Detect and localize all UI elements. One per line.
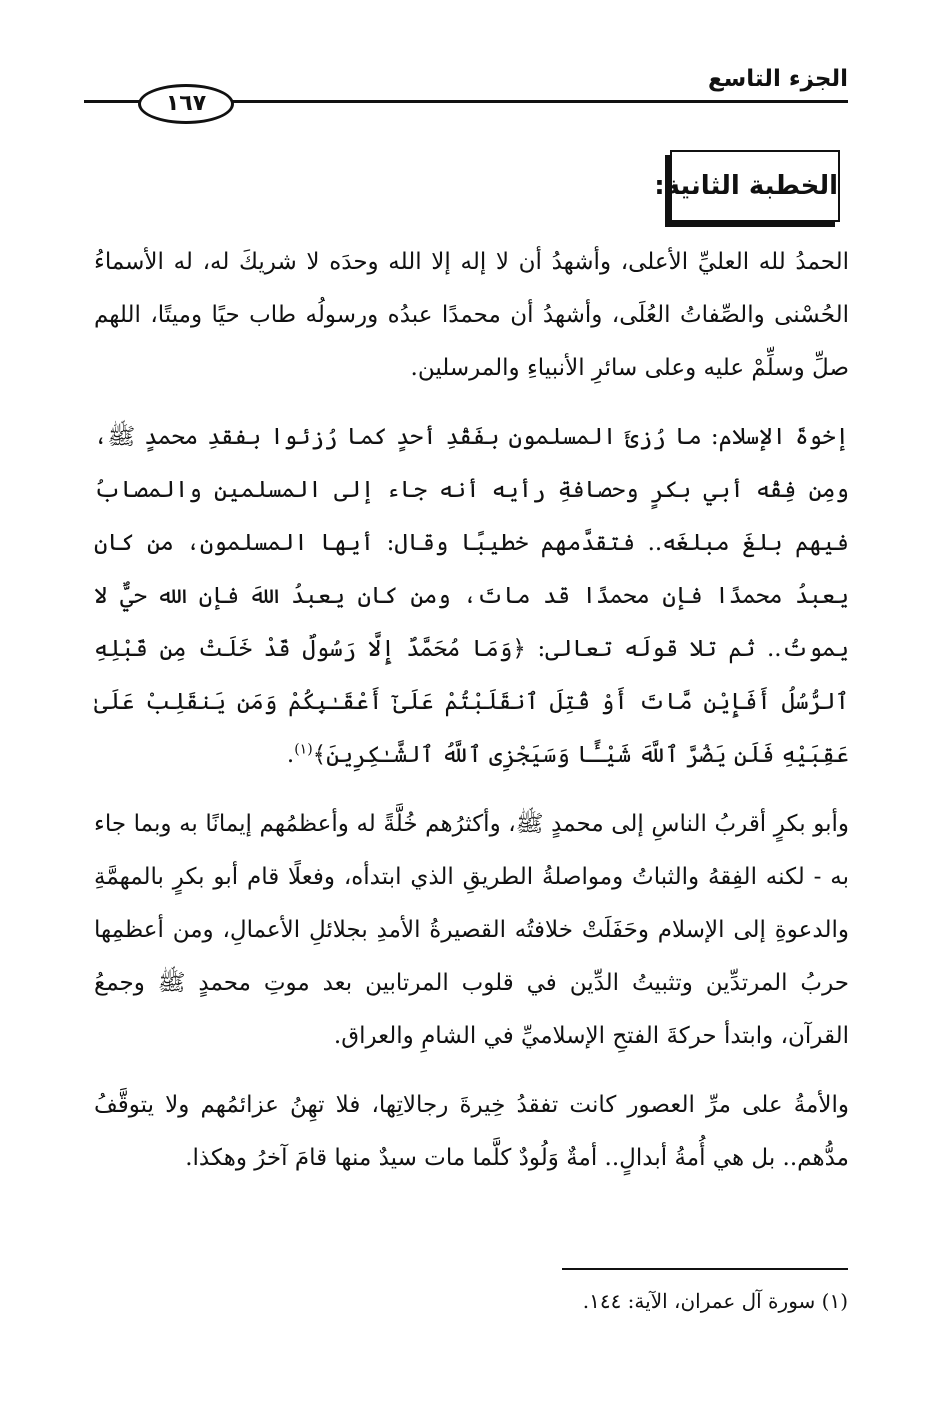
paragraph-abu-bakr-role: وأبو بكرٍ أقربُ الناسِ إلى محمدٍ ﷺ، وأكثرُهم خُلَّةً له وأعظمُهم إيمانًا به وبما جاء به - لكنه الفِقهُ والثباتُ ومواصلةُ الطريقِ الذي ابتدأه، وفعلًا قام أبو بكرٍ بالمهمَّةِ والدعوةِ إلى الإسلام وحَفَلَتْ خلافتُه القصيرةُ الأمدِ بجلائلِ الأعمالِ، ومن أعظمِها حربُ المرتدِّين وتثبيتُ الدِّين في قلوب المرتابين بعد موتِ محمدٍ ﷺ وجمعُ القرآن، وابتدأ حركةَ الفتحِ الإسلاميِّ في الشامِ والعراق. [94,811,849,1049]
section-heading: الخطبة الثانية: [670,150,840,222]
footnote: (١) سورة آل عمران، الآية: ١٤٤. [582,1289,848,1313]
body-text [94,236,849,1201]
quran-verse: ﴿وَمَا مُحَمَّدٌ إِلَّا رَسُولٌ قَدْ خَلَتْ مِن قَبْلِهِ ٱلرُّسُلُ أَفَإِيْن مَّاتَ أَوْ قُتِلَ ٱنقَلَبْتُمْ عَلَىٰٓ أَعْقَـٰبِكُمْ وَمَن يَنقَلِبْ عَلَىٰ عَقِبَيْهِ فَلَن يَضُرَّ ٱللَّهَ شَيْـًٔا وَسَيَجْزِى ٱللَّهُ ٱلشَّـٰكِرِينَ﴾ [94,636,849,768]
page-number: ١٦٧ [138,84,234,124]
running-title: الجزء التاسع [707,66,848,92]
paragraph-abu-bakr-speech-text: إخوةَ الإسلام: ما رُزئَ المسلمون بفَقْدِ أحدٍ كما رُزئوا بفقدِ محمدٍ ﷺ، ومِن فِقْه أبي بكرٍ وحصافةِ رأيه أنه جاء إلى المسلمين والمصابُ فيهم بلغَ مبلغَه.. فتقدَّمهم خطيبًا وقال: أيها المسلمون، من كان يعبدُ محمدًا فإن محمدًا قد ماتَ، ومن كان يعبدُ اللهَ فإن الله حيٌّ لا يموتُ.. ثم تلا قولَه تعالى: [94,424,849,662]
paragraph-ummah: والأمةُ على مرِّ العصور كانت تفقدُ خِيرةَ رجالاتِها، فلا تهِنُ عزائمُهم ولا يتوقَّفُ مدُّهم.. بل هي أُمةُ أبدالٍ.. أمةٌ وَلُودٌ كلَّما مات سيدٌ منها قامَ آخرُ وهكذا. [94,1092,849,1171]
paragraph-abu-bakr-speech: إخوةَ الإسلام: ما رُزئَ المسلمون بفَقْدِ أحدٍ كما رُزئوا بفقدِ محمدٍ ﷺ، ومِن فِقْه أبي بكرٍ وحصافةِ رأيه أنه جاء إلى المسلمين والمصابُ فيهم بلغَ مبلغَه.. فتقدَّمهم خطيبًا وقال: أيها المسلمون، من كان يعبدُ محمدًا فإن محمدًا قد ماتَ، ومن كان يعبدُ اللهَ فإن الله حيٌّ لا يموتُ.. ثم تلا قولَه تعالى: ﴿وَمَا مُحَمَّدٌ إِلَّا رَسُولٌ قَدْ خَلَتْ مِن قَبْلِهِ ٱلرُّسُلُ أَفَإِيْن مَّاتَ أَوْ قُتِلَ ٱنقَلَبْتُمْ عَلَىٰٓ أَعْقَـٰبِكُمْ وَمَن يَنقَلِبْ عَلَىٰ عَقِبَيْهِ فَلَن يَضُرَّ ٱللَّهَ شَيْـًٔا وَسَيَجْزِى ٱللَّهُ ٱلشَّـٰكِرِينَ﴾$^{(١)}$. [94,424,849,768]
footnote-rule [562,1268,848,1270]
paragraph-praise: الحمدُ لله العليِّ الأعلى، وأشهدُ أن لا إله إلا الله وحدَه لا شريكَ له، له الأسماءُ الحُسْنى والصِّفاتُ العُلَى، وأشهدُ أن محمدًا عبدُه ورسولُه طاب حيًا وميتًا، اللهم صلِّ وسلِّمْ عليه وعلى سائرِ الأنبياءِ والمرسلين. [94,249,849,381]
footnote-marker: (١) [294,741,313,758]
